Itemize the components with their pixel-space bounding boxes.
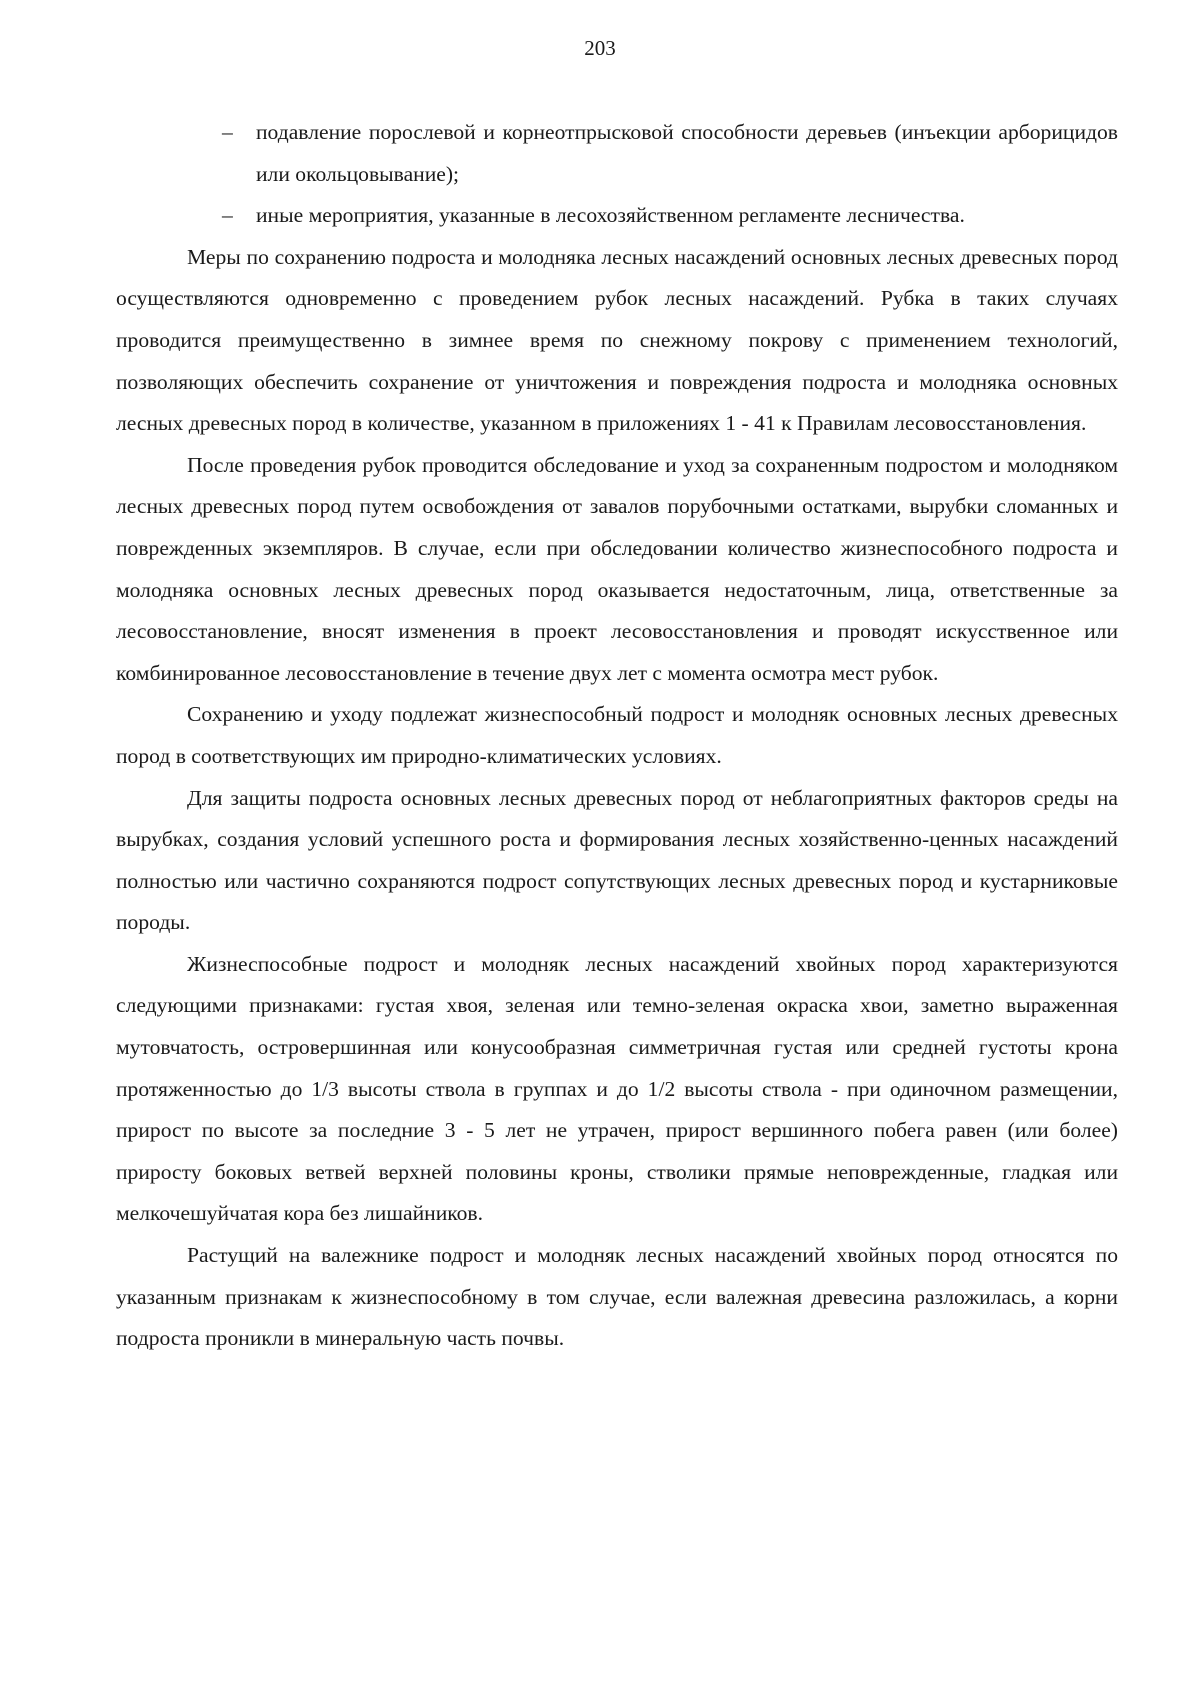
paragraph: Меры по сохранению подроста и молодняка лесных насаждений основных лесных древесных пород осуществляются одновременно с проведением рубок лесных насаждений. Рубка в таких случаях проводится преимущественно в зимнее время по снежному покрову с применением технологий, позволяющих обеспечить сохранение от уничтожения и повреждения подроста и молодняка основных лесных древесных пород в количестве, указанном в приложениях 1 - 41 к Правилам лесовосстановления. [116,244,1118,436]
dash-marker: – [222,120,233,144]
page-body [116,112,1118,1360]
paragraph: После проведения рубок проводится обследование и уход за сохраненным подростом и молодняком лесных древесных пород путем освобождения от завалов порубочными остатками, вырубки сломанных и поврежденных экземпляров. В случае, если при обследовании количество жизнеспособного подроста и молодняка основных лесных древесных пород оказывается недостаточным, лица, ответственные за лесовосстановление, вносят изменения в проект лесовосстановления и проводят искусственное или комбинированное лесовосстановление в течение двух лет с момента осмотра мест рубок. [116,452,1118,685]
paragraph: Растущий на валежнике подрост и молодняк лесных насаждений хвойных пород относятся по указанным признакам к жизнеспособному в том случае, если валежная древесина разложилась, а корни подроста проникли в минеральную часть почвы. [116,1243,1118,1351]
list-item-text: иные мероприятия, указанные в лесохозяйственном регламенте лесничества. [256,203,965,228]
list-item [116,112,1118,195]
list-item-text: подавление порослевой и корнеотпрысковой способности деревьев (инъекции арборицидов или окольцовывание); [256,120,1118,186]
paragraph: Сохранению и уходу подлежат жизнеспособный подрост и молодняк основных лесных древесных пород в соответствующих им природно-климатических условиях. [116,702,1118,768]
paragraph: Для защиты подроста основных лесных древесных пород от неблагоприятных факторов среды на вырубках, создания условий успешного роста и формирования лесных хозяйственно-ценных насаждений полностью или частично сохраняются подрост сопутствующих лесных древесных пород и кустарниковые породы. [116,785,1118,935]
page-number: 203 [584,36,616,60]
dash-marker: – [222,203,233,228]
list-item [116,195,1118,237]
paragraph: Жизнеспособные подрост и молодняк лесных насаждений хвойных пород характеризуются следующими признаками: густая хвоя, зеленая или темно-зеленая окраска хвои, заметно выраженная мутовчатость, островершинная или конусообразная симметричная густая или средней густоты крона протяженностью до 1/3 высоты ствола в группах и до 1/2 высоты ствола - при одиночном размещении, прирост по высоте за последние 3 - 5 лет не утрачен, прирост вершинного побега равен (или более) приросту боковых ветвей верхней половины кроны, стволики прямые неповрежденные, гладкая или мелкочешуйчатая кора без лишайников. [116,951,1118,1226]
